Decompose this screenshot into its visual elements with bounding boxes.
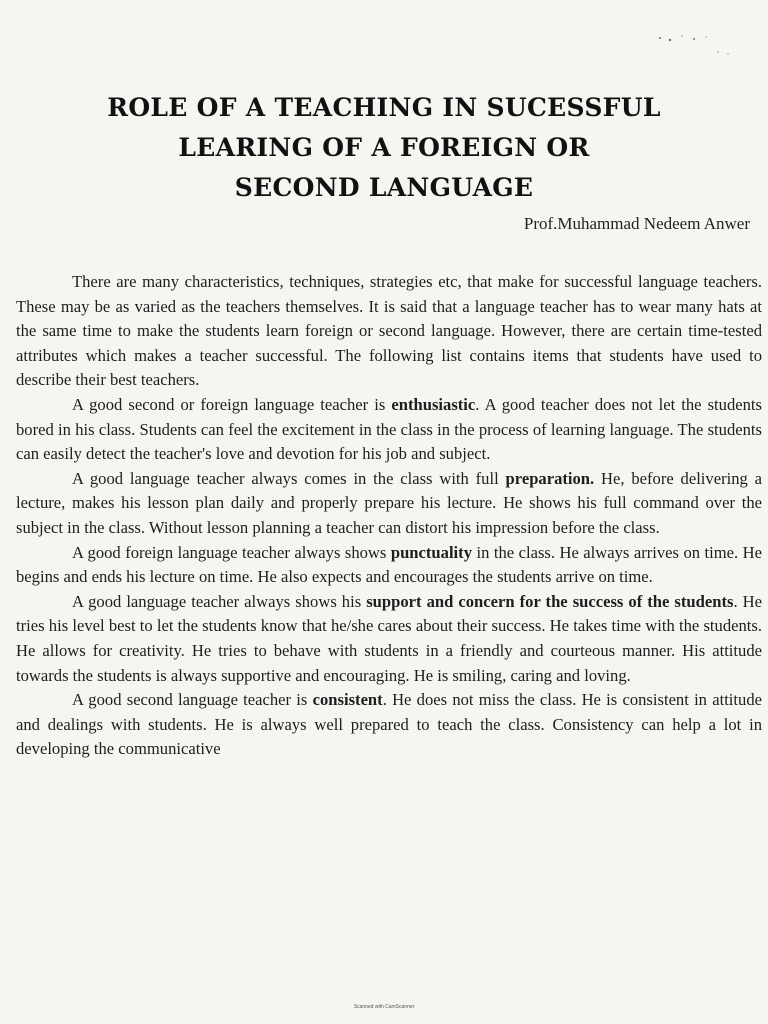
p3-keyword: preparation. [505, 468, 595, 488]
p6-text-after: . He does not miss the class. He is consistent in attitude and dealings with students. He is always well prepared to teach the class. Consistency can help a lot in developing the communicative [16, 690, 762, 759]
p3-text-before: A good language teacher always comes in the class with full [72, 468, 506, 488]
author-name: Prof.Muhammad Nedeem Anwer [523, 214, 750, 233]
p5-keyword: support and concern for the success of the students [366, 591, 734, 611]
body-text [16, 270, 762, 762]
document-title [0, 88, 768, 208]
p3-text-after: He, before delivering a lecture, makes his lesson plan daily and properly prepare his lecture. He shows his full command over the subject in the class. Without lesson planning a teacher can distort his impression before the class. [16, 468, 763, 537]
p2-text-before: A good second or foreign language teacher is [72, 394, 392, 414]
p4-keyword: punctuality [390, 542, 472, 562]
paragraph-5 [16, 590, 762, 688]
p6-keyword: consistent [312, 690, 383, 710]
title-line-3: SECOND LANGUAGE [234, 173, 534, 202]
paragraph-1: There are many characteristics, techniques, strategies etc, that make for successful language teachers. These may be as varied as the teachers themselves. It is said that a language teacher has to wear many hats at the same time to make the students learn foreign or second language. However, there are certain time-tested attributes which makes a teacher successful. The following list contains items that students have used to describe their best teachers. [16, 272, 762, 390]
title-line-2: LEARING OF A FOREIGN OR [178, 133, 590, 162]
p2-text-after: . A good teacher does not let the students bored in his class. Students can feel the excitement in the class in the process of learning language. The students can easily detect the teacher's love and devotion for his job and subject. [16, 394, 762, 464]
p6-text-before: A good second language teacher is [72, 690, 313, 710]
p2-keyword: enthusiastic [391, 394, 476, 414]
paragraph-4 [16, 541, 762, 590]
p5-text-before: A good language teacher always shows his [72, 591, 367, 611]
scanner-watermark: Scanned with CamScanner [353, 1004, 415, 1010]
title-line-1: ROLE OF A TEACHING IN SUCESSFUL [107, 93, 661, 122]
p4-text-before: A good foreign language teacher always shows [72, 542, 391, 562]
scan-noise-speck [648, 30, 738, 60]
paragraph-3 [16, 467, 762, 541]
p5-text-after: . He tries his level best to let the students know that he/she cares about their success. He takes time with the students. He allows for creativity. He tries to behave with students in a friendly and courteous manner. His attitude towards the students is always supportive and encouraging. He is smiling, caring and loving. [16, 591, 762, 685]
p4-text-after: in the class. He always arrives on time. He begins and ends his lecture on time. He also expects and encourages the students arrive on time. [16, 542, 762, 587]
paragraph-6 [16, 688, 762, 762]
paragraph-2 [16, 393, 762, 467]
